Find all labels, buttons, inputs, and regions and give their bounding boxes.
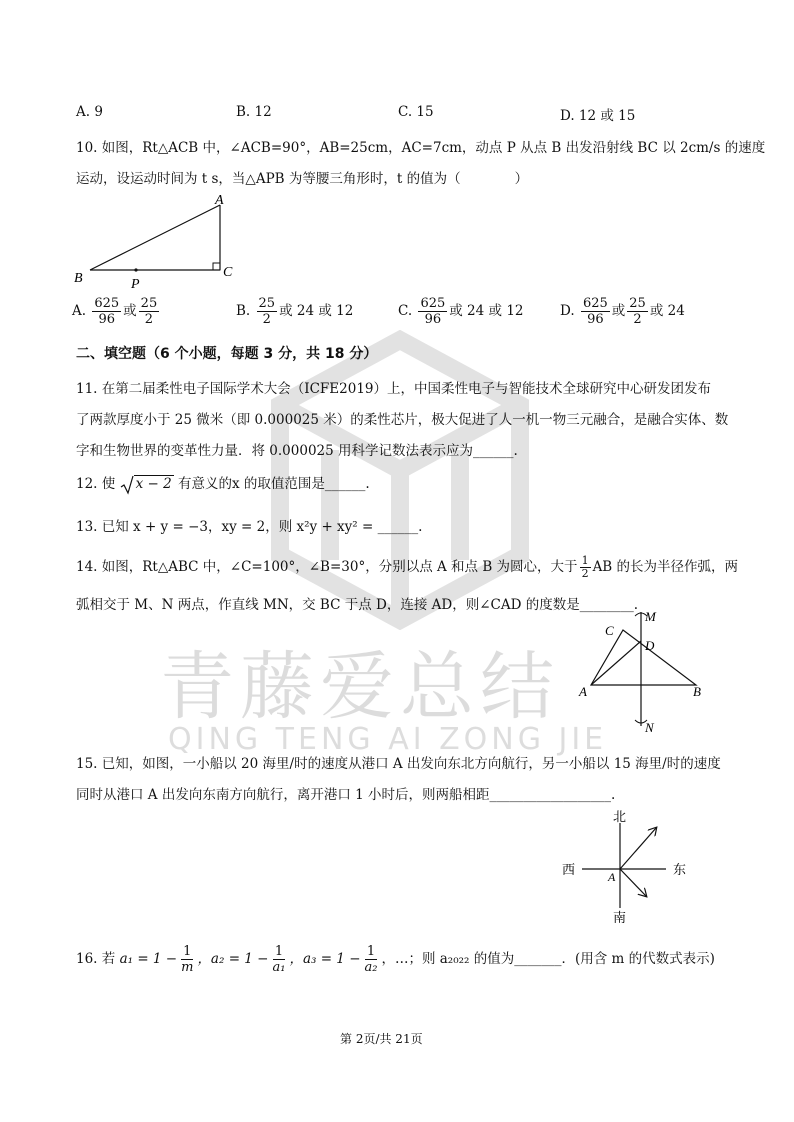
q15-line2: 同时从港口 A 出发向东南方向航行，离开港口 1 小时后，则两船相距__________________.	[76, 787, 616, 803]
q16-line: 16. 若 a₁ = 1 − $\frac{1}{m}$ ，a₂ = 1 − $\frac{1}{\text{a₁}}$ ，a₃ = 1 − $\frac{1}{\text{a₂}}$ ，…；则 a₂₀₂₂ 的值为_______．(用含 m 的代数式表示)	[76, 944, 715, 975]
q10-label-b: B	[74, 271, 83, 286]
compass-east-label: 东	[673, 862, 687, 877]
q14-label-d: D	[645, 638, 655, 653]
watermark-text-en: QING TENG AI ZONG JIE	[168, 722, 608, 757]
q14-label-b: B	[693, 684, 701, 699]
section2-title: 二、填空题（6 个小题，每题 3 分，共 18 分）	[76, 346, 378, 362]
q10-label-c: C	[223, 265, 233, 280]
compass-west-label: 西	[562, 862, 576, 877]
q14-label-c: C	[605, 623, 614, 638]
q12-line: 12. 使 x − 2 有意义的x 的取值范围是______.	[76, 472, 370, 495]
compass-origin-label: A	[608, 870, 616, 884]
page-footer: 第 2页/共 21页	[340, 1032, 423, 1046]
q11-line2: 了两款厚度小于 25 微米（即 0.000025 米）的柔性芯片，极大促进了人一机一物三元融合，是融合实体、数	[76, 412, 729, 428]
q9-option-d: D. 12 或 15	[560, 108, 636, 124]
q10-option-c: C. $\frac{625}{96}$ 或 24 或 12	[398, 296, 524, 327]
q13-line: 13. 已知 x + y = −3，xy = 2，则 x²y + xy² = ______.	[76, 519, 423, 535]
q14-label-n: N	[645, 720, 654, 735]
compass-south-label: 南	[613, 910, 627, 925]
q11-line3: 字和生物世界的变革性力量．将 0.000025 用科学记数法表示应为______.	[76, 443, 518, 459]
q10-line1: 10. 如图，Rt△ACB 中，∠ACB=90°，AB=25cm，AC=7cm，动点 P 从点 B 出发沿射线 BC 以 2cm/s 的速度	[76, 140, 766, 156]
q10-label-p: P	[131, 277, 140, 292]
q10-option-b: B. $\frac{25}{2}$ 或 24 或 12	[236, 296, 354, 327]
q10-option-d: D. $\frac{625}{96}$ 或 $\frac{25}{2}$ 或 24	[560, 296, 685, 327]
q10-triangle-figure	[70, 192, 250, 292]
compass-north-label: 北	[613, 809, 627, 824]
q9-option-c: C. 15	[398, 104, 434, 120]
q15-line1: 15. 已知，如图，一小船以 20 海里/时的速度从港口 A 出发向东北方向航行，另一小船以 15 海里/时的速度	[76, 756, 721, 772]
q14-line1: 14. 如图，Rt△ABC 中，∠C=100°，∠B=30°，分别以点 A 和点 B 为圆心，大于 $\frac{1}{2}$ AB 的长为半径作弧，两	[76, 554, 739, 580]
q11-line1: 11. 在第二届柔性电子国际学术大会（ICFE2019）上，中国柔性电子与智能技术全球研究中心研发团发布	[76, 381, 711, 397]
q15-compass-figure	[556, 808, 696, 928]
q10-line2: 运动，设运动时间为 t s，当△APB 为等腰三角形时，t 的值为（ ）	[76, 171, 529, 187]
q9-option-b: B. 12	[236, 104, 272, 120]
watermark-text-cn: 青藤爱总结	[160, 644, 560, 730]
q9-option-a: A. 9	[76, 104, 103, 120]
q10-option-a: A. $\frac{625}{96}$ 或 $\frac{25}{2}$	[72, 296, 158, 327]
q14-label-a: A	[579, 684, 587, 699]
q12-radicand: x − 2	[135, 476, 172, 492]
q10-label-a: A	[215, 193, 224, 208]
sqrt-symbol-icon	[120, 475, 134, 495]
q14-line2: 弧相交于 M、N 两点，作直线 MN，交 BC 于点 D，连接 AD，则∠CAD 的度数是________.	[76, 597, 639, 613]
q14-triangle-figure	[575, 608, 715, 736]
q14-label-m: M	[645, 609, 656, 624]
